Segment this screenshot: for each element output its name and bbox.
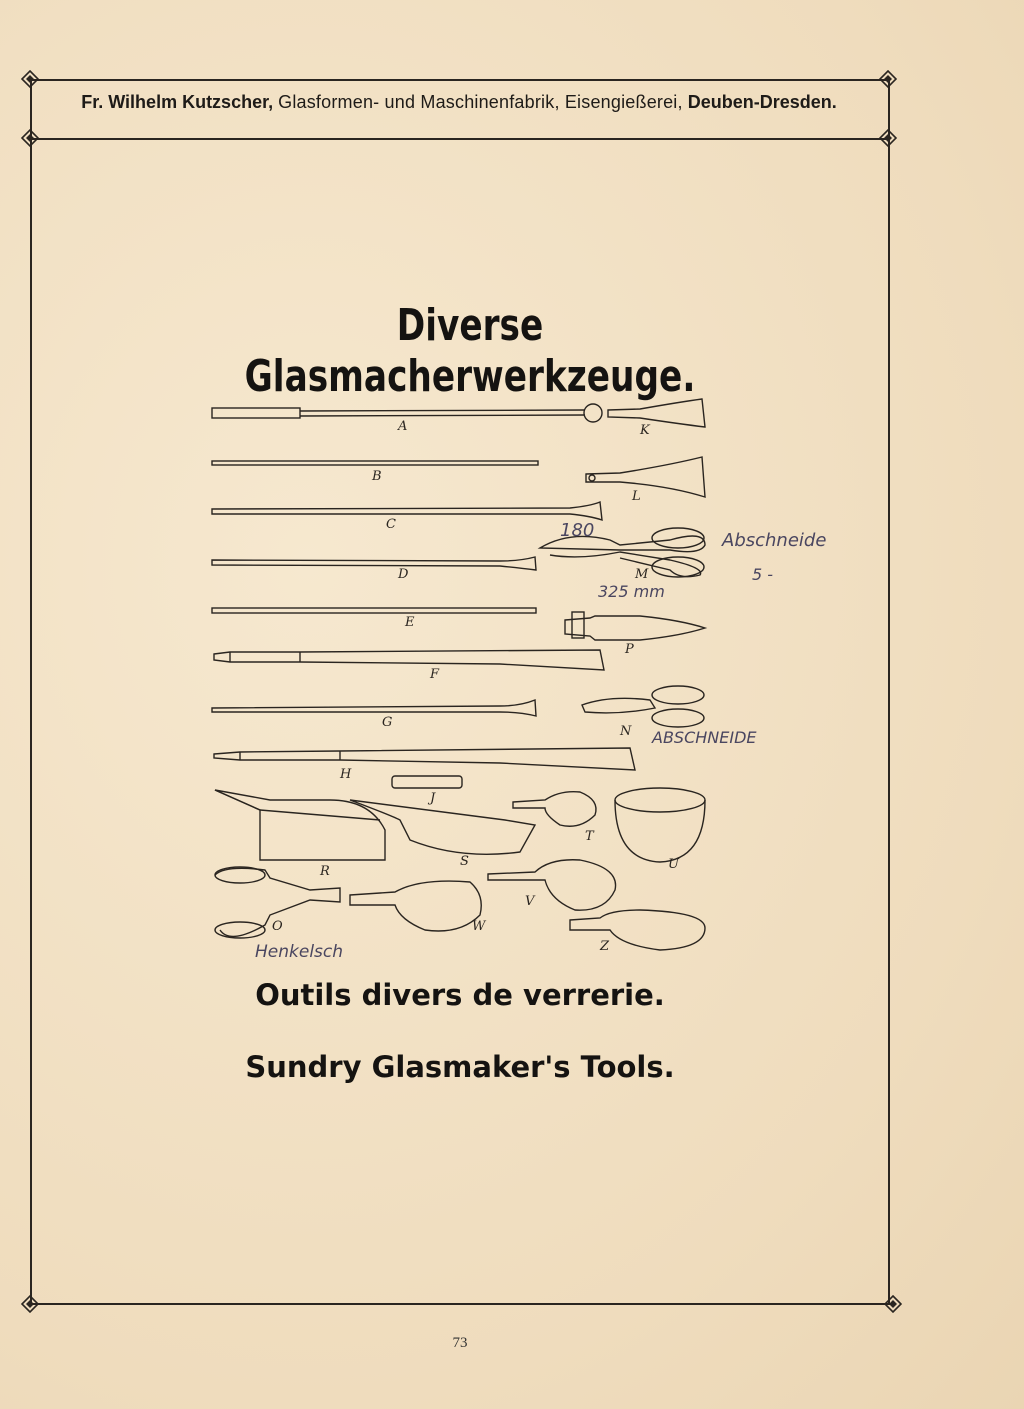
page-number: 73 (452, 1335, 468, 1351)
tool-label-k: K (640, 423, 650, 438)
handwritten-note-price: 5 - (752, 565, 774, 584)
tool-label-m: M (635, 567, 649, 582)
tool-label-n: N (620, 724, 632, 739)
handwritten-note-abschneide: Abschneide (722, 530, 827, 551)
company-location: Deuben-Dresden. (687, 92, 837, 112)
page-title-french: Outils divers de verrerie. (255, 978, 665, 1012)
company-name: Fr. Wilhelm Kutzscher, (81, 92, 274, 112)
tool-label-g: G (382, 715, 393, 730)
frame-left-line (30, 79, 32, 1305)
tool-label-w: W (472, 919, 486, 934)
tool-label-o: O (272, 919, 283, 934)
tool-label-u: U (668, 857, 679, 872)
frame-top-line (30, 79, 888, 81)
tool-label-b: B (372, 469, 382, 484)
frame-header-line (30, 138, 888, 140)
page-title-german: Diverse Glasmacherwerkzeuge. (244, 300, 696, 402)
corner-ornament-icon (879, 129, 897, 147)
tool-label-a: A (398, 419, 408, 434)
tool-label-e: E (405, 615, 415, 630)
page-title-english: Sundry Glasmaker's Tools. (245, 1050, 675, 1084)
tool-label-s: S (460, 854, 469, 869)
business-description: Glasformen- und Maschinenfabrik, Eisengießerei, (278, 92, 683, 112)
frame-bottom-line (30, 1303, 892, 1305)
tool-label-f: F (430, 667, 440, 682)
handwritten-note-dimension-325: 325 mm (598, 582, 665, 601)
corner-ornament-icon (879, 70, 897, 88)
corner-ornament-icon (21, 1295, 39, 1313)
tool-label-p: P (625, 642, 634, 657)
tool-label-j: J (430, 791, 436, 806)
page-header (30, 92, 888, 113)
tool-label-z: Z (600, 939, 610, 954)
handwritten-note-dimension-180: 180 (560, 520, 595, 541)
handwritten-note-henkelsch: Henkelsch (255, 942, 344, 962)
tool-label-v: V (525, 894, 535, 909)
tool-label-d: D (398, 567, 409, 582)
tool-label-c: C (386, 517, 396, 532)
handwritten-note-abschneide-n: ABSCHNEIDE (652, 728, 757, 747)
corner-ornament-icon (21, 129, 39, 147)
tool-label-l: L (632, 489, 641, 504)
corner-ornament-icon (21, 70, 39, 88)
tool-label-h: H (340, 767, 352, 782)
tool-label-t: T (585, 829, 594, 844)
corner-ornament-icon (884, 1295, 902, 1313)
tool-label-r: R (320, 864, 330, 879)
frame-right-line (888, 79, 890, 1305)
tools-illustration (200, 390, 820, 980)
